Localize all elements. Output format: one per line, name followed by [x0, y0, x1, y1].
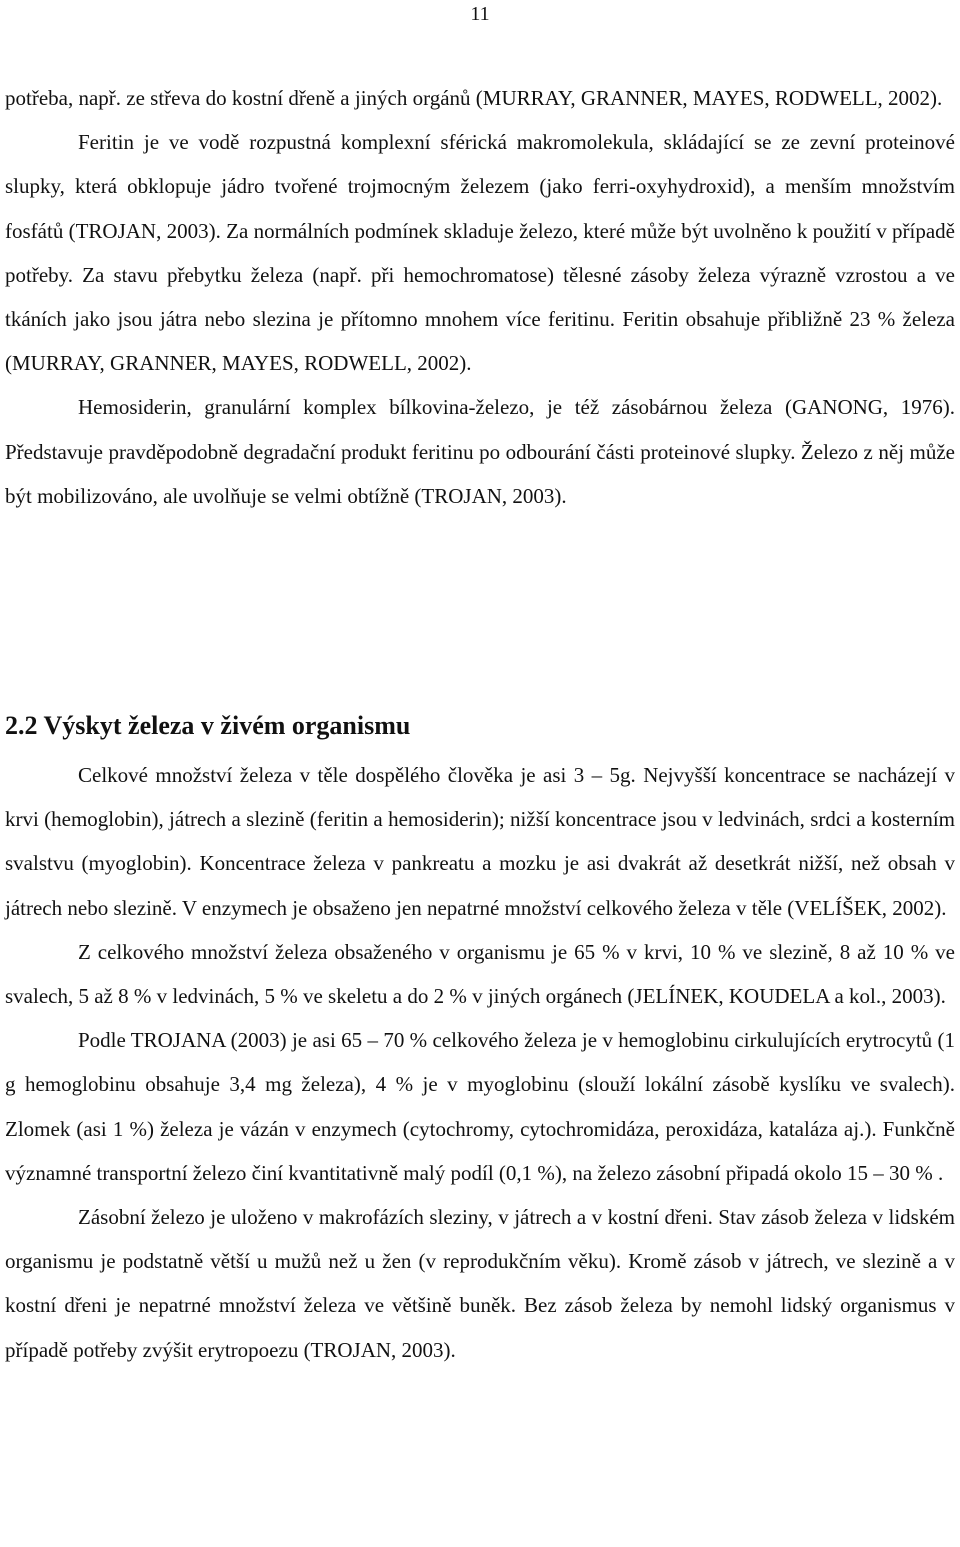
section-heading: 2.2 Výskyt železa v živém organismu [5, 711, 411, 740]
section-text [5, 753, 955, 1372]
paragraph-feritin: Feritin je ve vodě rozpustná komplexní sférická makromolekula, skládající se ze zevní proteinové slupky, která obklopuje jádro tvořené trojmocným železem (jako ferri-oxyhydroxid), a menším množstvím fosfátů (TROJAN, 2003). Za normálních podmínek skladuje železo, které může být uvolněno k použití v případě potřeby. Za stavu přebytku železa (např. při hemochromatose) tělesné zásoby železa výrazně vzrostou a ve tkáních jako jsou játra nebo slezina je přítomno mnohem více feritinu. Feritin obsahuje přibližně 23 % železa (MURRAY, GRANNER, MAYES, RODWELL, 2002). [5, 130, 955, 376]
paragraph-distribution: Z celkového množství železa obsaženého v organismu je 65 % v krvi, 10 % ve slezině, 8 až 10 % ve svalech, 5 až 8 % v ledvinách, 5 % ve skeletu a do 2 % v jiných orgánech (JELÍNEK, KOUDELA a kol., 2003). [5, 939, 955, 1009]
paragraph-total-iron: Celkové množství železa v těle dospělého člověka je asi 3 – 5g. Nejvyšší koncentrace se nacházejí v krvi (hemoglobin), játrech a slezině (feritin a hemosiderin); nižší koncentrace jsou v ledvinách, srdci a kosterním svalstvu (myoglobin). Koncentrace železa v pankreatu a mozku je asi dvakrát až desetkrát nižší, než obsah v játrech nebo slezině. V enzymech je obsaženo jen nepatrné množství celkového železa v těle (VELÍŠEK, 2002). [5, 763, 955, 920]
paragraph-storage: Zásobní železo je uloženo v makrofázích sleziny, v játrech a v kostní dřeni. Stav zásob železa v lidském organismu je podstatně větší u mužů než u žen (v reprodukčním věku). Kromě zásob v játrech, ve slezině a v kostní dřeni je nepatrné množství železa ve většině buněk. Bez zásob železa by nemohl lidský organismus v případě potřeby zvýšit erytropoezu (TROJAN, 2003). [5, 1205, 955, 1362]
page-number: 11 [470, 3, 490, 25]
intro-text [5, 76, 955, 518]
paragraph-hemosiderin: Hemosiderin, granulární komplex bílkovina-železo, je též zásobárnou železa (GANONG, 1976). Představuje pravděpodobně degradační produkt feritinu po odbourání části proteinové slupky. Železo z něj může být mobilizováno, ale uvolňuje se velmi obtížně (TROJAN, 2003). [5, 395, 955, 508]
paragraph-trojan: Podle TROJANA (2003) je asi 65 – 70 % celkového železa je v hemoglobinu cirkulujících erytrocytů (1 g hemoglobinu obsahuje 3,4 mg železa), 4 % je v myoglobinu (slouží lokální zásobě kyslíku ve svalech). Zlomek (asi 1 %) železa je vázán v enzymech (cytochromy, cytochromidáza, peroxidáza, kataláza aj.). Funkčně významné transportní železo činí kvantitativně malý podíl (0,1 %), na železo zásobní připadá okolo 15 – 30 % . [5, 1028, 955, 1185]
paragraph-continuation: potřeba, např. ze střeva do kostní dřeně a jiných orgánů (MURRAY, GRANNER, MAYES, RODWELL, 2002). [5, 86, 943, 110]
